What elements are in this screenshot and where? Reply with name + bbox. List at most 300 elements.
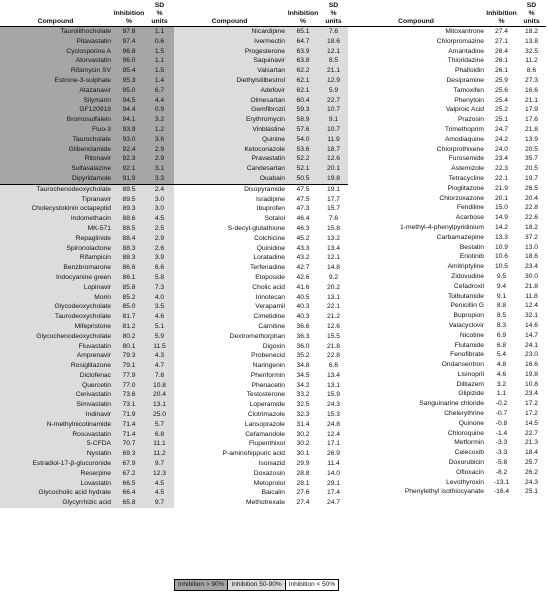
table-row: [0, 410, 174, 420]
compound-name: Zidovudine: [348, 272, 486, 282]
compound-name: Indocyanine green: [0, 273, 113, 283]
compound-name: Quinidine: [174, 244, 287, 254]
compound-name: Isradipine: [174, 195, 287, 205]
table-row: [348, 213, 546, 223]
compound-name: Sotalol: [174, 214, 287, 224]
inhibition-value: -1.4: [486, 429, 517, 439]
compound-name: Pravastatin: [174, 154, 287, 164]
inhibition-value: 27.4: [287, 498, 319, 508]
inhibition-value: 96.0: [113, 56, 145, 66]
sd-value: 19.1: [319, 184, 348, 194]
sd-value: 25.0: [145, 410, 174, 420]
inhibition-value: 93.0: [113, 135, 145, 145]
table-row: [0, 164, 174, 174]
compound-name: Etoposide: [174, 273, 287, 283]
compound-name: Reserpine: [0, 469, 113, 479]
table-row: [348, 154, 546, 164]
compound-name: Naringenin: [174, 361, 287, 371]
table-row: [348, 370, 546, 380]
inhibition-value: 85.8: [113, 283, 145, 293]
sd-value: 5.7: [145, 420, 174, 430]
compound-name: Mitoxantrone: [348, 27, 486, 37]
sd-value: 1.1: [145, 56, 174, 66]
inhibition-value: 88.4: [113, 234, 145, 244]
sd-value: 3.3: [145, 174, 174, 184]
inhibition-value: 97.4: [113, 37, 145, 47]
compound-name: Lansoprazole: [174, 420, 287, 430]
compound-name: Lovastatin: [0, 479, 113, 489]
header-compound: Compound: [174, 0, 287, 27]
table-row: [348, 438, 546, 448]
table-row: [174, 86, 348, 96]
inhibition-value: 36.0: [287, 342, 319, 352]
compound-name: Lisinopril: [348, 370, 486, 380]
inhibition-value: 43.2: [287, 253, 319, 263]
compound-name: Simvastatin: [0, 400, 113, 410]
compound-name: Dextromethorphan: [174, 332, 287, 342]
sd-value: 9.2: [319, 273, 348, 283]
table-row: [348, 174, 546, 184]
sd-value: 24.7: [319, 498, 348, 508]
sd-value: 14.6: [517, 321, 546, 331]
table-row: [348, 448, 546, 458]
sd-value: 5.9: [319, 86, 348, 96]
sd-value: 10.8: [517, 380, 546, 390]
sd-value: 5.9: [145, 332, 174, 342]
sd-value: 17.6: [517, 115, 546, 125]
header-row: [348, 0, 546, 27]
table-row: [0, 253, 174, 263]
sd-value: 1.5: [145, 47, 174, 57]
table-row: [174, 244, 348, 254]
header-inhibition: [486, 0, 517, 27]
inhibition-value: 42.6: [287, 273, 319, 283]
sd-value: 2.6: [145, 244, 174, 254]
sd-value: 18.2: [517, 223, 546, 233]
inhibition-value: 93.9: [113, 125, 145, 135]
sd-value: 10.7: [319, 125, 348, 135]
sd-value: 32.5: [517, 47, 546, 57]
inhibition-value: 24.0: [486, 145, 517, 155]
table-row: [0, 56, 174, 66]
compound-name: Repaglinide: [0, 234, 113, 244]
inhibition-value: 69.3: [113, 449, 145, 459]
inhibition-value: -3.3: [486, 438, 517, 448]
table-row: [348, 350, 546, 360]
table-row: [348, 135, 546, 145]
sd-value: 13.1: [319, 381, 348, 391]
inhibition-value: 1.1: [486, 389, 517, 399]
table-row: [348, 56, 546, 66]
inhibition-value: 30.2: [287, 439, 319, 449]
compound-name: Carbamazepine: [348, 233, 486, 243]
compound-name: Lopinavir: [0, 283, 113, 293]
inhibition-value: 25.4: [486, 96, 517, 106]
sd-value: 3.0: [145, 204, 174, 214]
compound-name: Ouabain: [174, 174, 287, 184]
table-row: [0, 214, 174, 224]
compound-name: Penicillin G: [348, 301, 486, 311]
inhibition-value: 25.6: [486, 86, 517, 96]
compound-name: Bupropion: [348, 311, 486, 321]
inhibition-value: 10.5: [486, 262, 517, 272]
table-row: [0, 479, 174, 489]
inhibition-value: 95.3: [113, 76, 145, 86]
sd-value: 17.4: [319, 488, 348, 498]
compound-name: Cefadroxil: [348, 282, 486, 292]
inhibition-value: 57.6: [287, 125, 319, 135]
sd-value: 3.9: [145, 253, 174, 263]
table-row: [348, 419, 546, 429]
sd-value: 21.8: [517, 125, 546, 135]
sd-value: 12.6: [319, 322, 348, 332]
compound-name: Estrone-3-sulphate: [0, 76, 113, 86]
table-row: [174, 273, 348, 283]
sd-value: 7.3: [145, 283, 174, 293]
sd-value: 18.6: [517, 252, 546, 262]
compound-name: Glipizide: [348, 389, 486, 399]
table-row: [348, 341, 546, 351]
compound-name: Ibuprofen: [174, 204, 287, 214]
inhibition-value: -0.2: [486, 399, 517, 409]
inhibition-value: 42.7: [287, 263, 319, 273]
inhibition-value: 6.8: [486, 341, 517, 351]
inhibition-value: 34.5: [287, 371, 319, 381]
inhibition-value: 28.8: [287, 469, 319, 479]
sd-value: 15.8: [319, 224, 348, 234]
compound-name: Atorvastatin: [0, 56, 113, 66]
sd-value: 13.8: [517, 37, 546, 47]
compound-name: Phenformin: [174, 371, 287, 381]
sd-value: 14.0: [319, 469, 348, 479]
inhibition-value: 25.9: [486, 76, 517, 86]
compound-name: Phenacetin: [174, 381, 287, 391]
inhibition-value: 13.3: [486, 233, 517, 243]
compound-name: Ofloxacin: [348, 468, 486, 478]
table-row: [348, 331, 546, 341]
sd-value: 16.6: [517, 360, 546, 370]
sd-value: 15.3: [319, 410, 348, 420]
sd-value: 15.7: [319, 204, 348, 214]
compound-name: Taurochenodeoxycholate: [0, 184, 113, 194]
table-column-3: [348, 0, 546, 497]
inhibition-value: 94.4: [113, 105, 145, 115]
table-row: [174, 145, 348, 155]
compound-name: Metformin: [348, 438, 486, 448]
table-row: [348, 360, 546, 370]
compound-name: Mifepristone: [0, 322, 113, 332]
inhibition-value: 92.4: [113, 145, 145, 155]
inhibition-value: 60.4: [287, 96, 319, 106]
sd-value: 4.4: [145, 96, 174, 106]
sd-value: 15.5: [319, 332, 348, 342]
sd-value: 7.8: [145, 371, 174, 381]
inhibition-value: 46.4: [287, 214, 319, 224]
table-row: [174, 214, 348, 224]
inhibition-value: 64.7: [287, 37, 319, 47]
table-row: [174, 459, 348, 469]
inhibition-value: 54.0: [287, 135, 319, 145]
compound-name: Taurodeoxycholate: [0, 312, 113, 322]
sd-value: 13.0: [517, 243, 546, 253]
compound-name: Nystatin: [0, 449, 113, 459]
sd-value: 11.2: [517, 56, 546, 66]
table-row: [0, 154, 174, 164]
header-sd-part: units: [151, 18, 168, 25]
compound-name: Quinone: [348, 419, 486, 429]
compound-name: Fenofibrate: [348, 350, 486, 360]
table-row: [0, 390, 174, 400]
table-row: [174, 135, 348, 145]
inhibition-value: 66.4: [113, 488, 145, 498]
table-row: [0, 234, 174, 244]
sd-value: 18.7: [319, 145, 348, 155]
inhibition-value: 73.6: [113, 390, 145, 400]
table-row: [0, 195, 174, 205]
compound-name: Astemizole: [348, 164, 486, 174]
sd-value: 20.4: [145, 390, 174, 400]
table-row: [174, 47, 348, 57]
sd-value: 4.0: [145, 293, 174, 303]
table-row: [174, 105, 348, 115]
compound-name: Saquinavir: [174, 56, 287, 66]
compound-name: Rifampicin: [0, 253, 113, 263]
table-row: [174, 96, 348, 106]
inhibition-value: 34.2: [287, 381, 319, 391]
inhibition-value: 6.9: [486, 331, 517, 341]
header-sd-part: SD: [154, 2, 165, 9]
table-row: [174, 283, 348, 293]
inhibition-value: 67.9: [113, 459, 145, 469]
table-row: [348, 321, 546, 331]
compound-name: Indomethacin: [0, 214, 113, 224]
table-row: [348, 145, 546, 155]
legend-mid: Inhibition 50-90%: [228, 580, 285, 590]
sd-value: 21.1: [517, 96, 546, 106]
sd-value: 18.4: [517, 448, 546, 458]
compound-name: Glycyrrhizic acid: [0, 498, 113, 508]
table-row: [174, 76, 348, 86]
inhibition-value: 25.1: [486, 115, 517, 125]
table-row: [0, 125, 174, 135]
sd-value: 26.5: [517, 184, 546, 194]
compound-name: Quinine: [174, 135, 287, 145]
inhibition-value: 36.3: [287, 332, 319, 342]
inhibition-value: 62.1: [287, 86, 319, 96]
header-inhibition: [287, 0, 319, 27]
compound-name: Furosemide: [348, 154, 486, 164]
header-sd: [517, 0, 546, 27]
table-row: [0, 47, 174, 57]
header-sd-part: units: [523, 18, 540, 25]
inhibition-value: 26.4: [486, 47, 517, 57]
compound-name: Clotrimazole: [174, 410, 287, 420]
sd-value: 13.4: [319, 244, 348, 254]
inhibition-value: 79.1: [113, 361, 145, 371]
compound-name: Glycochenodeoxycholate: [0, 332, 113, 342]
compound-name: Ketoconazole: [174, 145, 287, 155]
header-inhibition-label: Inhibition: [287, 10, 319, 17]
sd-value: 17.1: [319, 439, 348, 449]
table-row: [174, 469, 348, 479]
sd-value: 17.9: [517, 105, 546, 115]
sd-value: 37.2: [517, 233, 546, 243]
compound-name: Chloroquine: [348, 429, 486, 439]
sd-value: 0.9: [145, 105, 174, 115]
compound-name: MK-571: [0, 224, 113, 234]
compound-name: Bromosulfalein: [0, 115, 113, 125]
table-row: [0, 96, 174, 106]
sd-value: 13.2: [319, 234, 348, 244]
table-row: [174, 410, 348, 420]
table-row: [0, 381, 174, 391]
sd-value: 27.3: [517, 76, 546, 86]
table-row: [348, 380, 546, 390]
compound-name: Fendiline: [348, 203, 486, 213]
sd-value: 1.1: [145, 27, 174, 37]
table-row: [174, 224, 348, 234]
inhibition-value: 91.9: [113, 174, 145, 184]
inhibition-value: 77.9: [113, 371, 145, 381]
inhibition-value: -8.2: [486, 468, 517, 478]
compound-name: Chlorzoxazone: [348, 194, 486, 204]
inhibition-value: 30.2: [287, 430, 319, 440]
table-row: [348, 86, 546, 96]
sd-value: 11.8: [517, 292, 546, 302]
compound-name: Probenecid: [174, 351, 287, 361]
inhibition-value: 9.1: [486, 292, 517, 302]
table-row: [348, 311, 546, 321]
inhibition-value: 41.6: [287, 283, 319, 293]
table-row: [174, 37, 348, 47]
inhibition-value: 52.2: [287, 154, 319, 164]
inhibition-value: 92.1: [113, 164, 145, 174]
table-row: [174, 479, 348, 489]
table-row: [0, 145, 174, 155]
legend-high: Inhibition > 90%: [175, 580, 228, 590]
inhibition-value: 81.7: [113, 312, 145, 322]
compound-name: Acarbose: [348, 213, 486, 223]
compound-name: Amitriptyline: [348, 262, 486, 272]
compound-name: Testosterone: [174, 390, 287, 400]
compound-name: Valsartan: [174, 66, 287, 76]
compound-name: Progesterone: [174, 47, 287, 57]
table-row: [174, 488, 348, 498]
sd-value: 24.3: [517, 478, 546, 488]
table-row: [0, 115, 174, 125]
table-row: [0, 86, 174, 96]
sd-value: 1.2: [145, 125, 174, 135]
sd-value: 3.0: [145, 195, 174, 205]
table-row: [348, 478, 546, 488]
compound-name: Cholecystokinin octapeptid: [0, 204, 113, 214]
inhibition-value: 71.9: [113, 410, 145, 420]
table-row: [348, 389, 546, 399]
sd-value: 21.2: [319, 312, 348, 322]
compound-name: Prazosin: [348, 115, 486, 125]
inhibition-value: 24.7: [486, 125, 517, 135]
inhibition-value: 23.4: [486, 154, 517, 164]
table-row: [174, 234, 348, 244]
sd-value: 21.1: [319, 66, 348, 76]
compound-name: Cholic acid: [174, 283, 287, 293]
sd-value: 26.9: [319, 449, 348, 459]
inhibition-value: 27.1: [486, 37, 517, 47]
table-row: [348, 27, 546, 37]
table-row: [348, 47, 546, 57]
inhibition-value: 95.0: [113, 86, 145, 96]
compound-name: Doxorubicin: [348, 458, 486, 468]
table-row: [348, 96, 546, 106]
table-row: [0, 263, 174, 273]
inhibition-value: 40.3: [287, 302, 319, 312]
sd-value: 9.1: [319, 115, 348, 125]
compound-name: Ritonavir: [0, 154, 113, 164]
inhibition-value: -0.8: [486, 419, 517, 429]
header-sd: [319, 0, 348, 27]
inhibition-value: 25.2: [486, 105, 517, 115]
table-row: [174, 439, 348, 449]
table-row: [348, 66, 546, 76]
table-row: [174, 449, 348, 459]
compound-name: Rosuvastatin: [0, 430, 113, 440]
sd-value: 2.4: [145, 184, 174, 194]
compound-name: Amprenavir: [0, 351, 113, 361]
sd-value: 23.0: [517, 350, 546, 360]
inhibition-value: 47.5: [287, 195, 319, 205]
compound-name: Taurolithocholate: [0, 27, 113, 37]
sd-value: 4.6: [145, 312, 174, 322]
compound-name: Fluvastatin: [0, 342, 113, 352]
inhibition-value: 65.1: [287, 27, 319, 37]
table-row: [174, 195, 348, 205]
inhibition-value: 58.9: [287, 115, 319, 125]
table-row: [348, 223, 546, 233]
sd-value: 11.2: [145, 449, 174, 459]
sd-value: 8.6: [517, 66, 546, 76]
inhibition-value: 71.4: [113, 430, 145, 440]
compound-name: Digoxin: [174, 342, 287, 352]
inhibition-value: 15.0: [486, 203, 517, 213]
inhibition-value: 97.8: [113, 27, 145, 37]
table-row: [0, 361, 174, 371]
header-inhibition-label: Inhibition: [113, 10, 145, 17]
table-row: [348, 409, 546, 419]
compound-name: Verapamil: [174, 302, 287, 312]
inhibition-value: 86.6: [113, 263, 145, 273]
compound-name: Morin: [0, 293, 113, 303]
header-row: [0, 0, 174, 27]
header-sd-part: SD: [328, 2, 339, 9]
table-row: [0, 488, 174, 498]
inhibition-value: 27.4: [486, 27, 517, 37]
compound-name: Gemfibrozil: [174, 105, 287, 115]
compound-name: Amantadine: [348, 47, 486, 57]
compound-name: Metoprolol: [174, 479, 287, 489]
table-row: [348, 203, 546, 213]
table-row: [0, 76, 174, 86]
table-row: [174, 332, 348, 342]
sd-value: 13.4: [319, 371, 348, 381]
compound-name: Isoniazid: [174, 459, 287, 469]
table-row: [348, 282, 546, 292]
inhibition-value: 46.3: [287, 224, 319, 234]
inhibition-value: 47.3: [287, 204, 319, 214]
inhibition-value: 70.7: [113, 439, 145, 449]
sd-value: 18.2: [517, 27, 546, 37]
compound-name: Tamoxifen: [348, 86, 486, 96]
inhibition-value: 71.4: [113, 420, 145, 430]
